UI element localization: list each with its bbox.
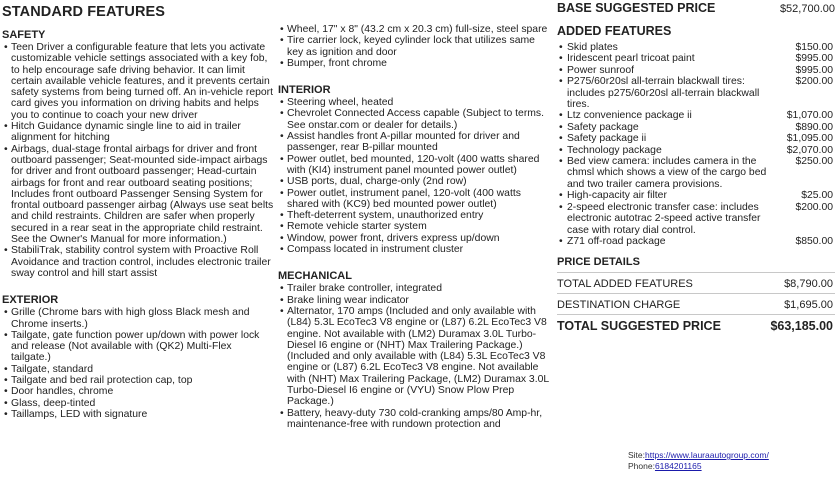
added-feature-price: $890.00	[795, 121, 833, 133]
exterior-feature-item: • Glass, deep-tinted	[2, 398, 274, 409]
base-price-value: $52,700.00	[779, 3, 835, 15]
added-feature-price: $995.00	[795, 53, 833, 65]
added-feature-item	[557, 190, 835, 201]
total-added-value: $8,790.00	[784, 278, 833, 291]
added-feature-price: $250.00	[795, 156, 833, 168]
added-feature-name: • Safety package ii	[557, 133, 782, 144]
total-added-label: TOTAL ADDED FEATURES	[557, 278, 693, 291]
added-feature-price: $200.00	[795, 76, 833, 88]
interior-feature-item: • Compass located in instrument cluster	[278, 244, 550, 255]
safety-list	[2, 42, 274, 279]
added-feature-item	[557, 110, 835, 121]
site-link[interactable]: https://www.lauraautogroup.com/	[645, 450, 769, 460]
dealer-contact	[628, 450, 769, 472]
added-feature-item	[557, 42, 835, 53]
total-added-row	[557, 273, 835, 293]
interior-feature-item: • Assist handles front A-pillar mounted for driver and passenger, rear B-pillar mounted	[278, 131, 550, 154]
interior-heading: INTERIOR	[278, 84, 331, 97]
added-feature-item	[557, 145, 835, 156]
standard-features-title: STANDARD FEATURES	[2, 4, 166, 20]
interior-feature-item: • Theft-deterrent system, unauthorized entry	[278, 210, 550, 221]
exterior-feature-item: • Grille (Chrome bars with high gloss Black mesh and Chrome inserts.)	[2, 307, 274, 330]
interior-feature-item: • Remote vehicle starter system	[278, 221, 550, 232]
exterior-continued-list	[278, 24, 550, 69]
safety-heading: SAFETY	[2, 29, 46, 41]
site-label: Site:	[628, 450, 646, 460]
safety-feature-item: • Hitch Guidance dynamic single line to aid in trailer alignment for hitching	[2, 121, 274, 144]
added-feature-name: • Technology package	[557, 145, 782, 156]
interior-feature-item: • Window, power front, drivers express up/down	[278, 233, 550, 244]
interior-list	[278, 97, 550, 255]
total-price-row	[557, 315, 835, 333]
added-feature-name: • Z71 off-road package	[557, 236, 782, 247]
mechanical-list	[278, 283, 550, 430]
safety-feature-item: • Airbags, dual-stage frontal airbags for driver and front outboard passenger; Seat-mounted side-impact airbags for driver and front outboard passenger; Head-curtain airbags for front and rear outboard seating positions; Includes front outboard Passenger Sensing System for frontal outboard passenger airbag (Always use seat belts and child restraints. Children are safer when properly secured in a rear seat in the appropriate child restraint. See the Owner's Manual for more information.)	[2, 144, 274, 246]
added-feature-item	[557, 133, 835, 144]
exterior-list	[2, 307, 274, 420]
added-feature-price: $1,095.00	[786, 133, 833, 145]
exterior-feature-item: • Tire carrier lock, keyed cylinder lock that utilizes same key as ignition and door	[278, 35, 550, 58]
destination-value: $1,695.00	[784, 299, 833, 312]
interior-feature-item: • USB ports, dual, charge-only (2nd row)	[278, 176, 550, 187]
exterior-feature-item: • Bumper, front chrome	[278, 58, 550, 69]
interior-feature-item: • Power outlet, bed mounted, 120-volt (400 watts shared with (KI4) instrument panel mounted power outlet)	[278, 154, 550, 177]
added-feature-item	[557, 65, 835, 76]
added-feature-price: $2,070.00	[786, 144, 833, 156]
added-feature-price: $150.00	[795, 42, 833, 53]
mechanical-feature-item: • Brake lining wear indicator	[278, 295, 550, 306]
exterior-feature-item: • Door handles, chrome	[2, 386, 274, 397]
added-feature-item	[557, 122, 835, 133]
mechanical-heading: MECHANICAL	[278, 270, 352, 283]
added-feature-item	[557, 156, 835, 190]
exterior-feature-item: • Wheel, 17" x 8" (43.2 cm x 20.3 cm) full-size, steel spare	[278, 24, 550, 35]
safety-feature-item: • Teen Driver a configurable feature that lets you activate customizable vehicle settings associated with a key fob, to help encourage safe driving behavior. It can limit certain available vehicle features, and it prevents certain safety systems from being turned off. An in-vehicle report card gives you information on driving habits and helps you to continue to coach your new driver	[2, 42, 274, 121]
mechanical-feature-item: • Trailer brake controller, integrated	[278, 283, 550, 294]
phone-label: Phone:	[628, 461, 655, 471]
safety-feature-item: • StabiliTrak, stability control system with Proactive Roll Avoidance and traction control, includes electronic trailer sway control and hill start assist	[2, 245, 274, 279]
added-feature-item	[557, 76, 835, 110]
exterior-feature-item: • Taillamps, LED with signature	[2, 409, 274, 420]
added-feature-price: $995.00	[795, 64, 833, 76]
destination-label: DESTINATION CHARGE	[557, 299, 681, 312]
mechanical-feature-item: • Battery, heavy-duty 730 cold-cranking amps/80 Amp-hr, maintenance-free with rundown protection and	[278, 408, 550, 431]
added-feature-item	[557, 236, 835, 247]
base-price-label: BASE SUGGESTED PRICE	[557, 1, 716, 15]
standard-features-column-1	[2, 0, 274, 420]
exterior-feature-item: • Tailgate, standard	[2, 364, 274, 375]
base-price-row	[557, 1, 835, 15]
added-feature-name: • Bed view camera: includes camera in the chmsl which shows a view of the cargo bed and two trailer camera provisions.	[557, 156, 782, 190]
added-feature-price: $1,070.00	[786, 110, 833, 122]
added-feature-name: • Iridescent pearl tricoat paint	[557, 53, 782, 64]
mechanical-feature-item: • Alternator, 170 amps (Included and only available with (L84) 5.3L EcoTec3 V8 engine or (L87) 6.2L EcoTec3 V8 engine. Not available with (LM2) Duramax 3.0L Turbo-Diesel I6 engine or (NHT) Max Trailering Package.) (Included and only available with (L84) 5.3L EcoTec3 V8 engine or (L87) 6.2L EcoTec3 V8 engine. Not available with (NHT) Max Trailering Package, (LM2) Duramax 3.0L Turbo-Diesel I6 engine or (VYU) Snow Plow Prep Package.)	[278, 306, 550, 408]
added-feature-item	[557, 202, 835, 236]
added-feature-name: • P275/60r20sl all-terrain blackwall tires: includes p275/60r20sl all-terrain blackwall tires.	[557, 76, 782, 110]
added-feature-price: $25.00	[801, 190, 833, 202]
added-feature-price: $200.00	[795, 201, 833, 213]
destination-row	[557, 294, 835, 314]
added-feature-name: • High-capacity air filter	[557, 190, 782, 201]
exterior-feature-item: • Tailgate and bed rail protection cap, top	[2, 375, 274, 386]
added-features-title: ADDED FEATURES	[557, 24, 672, 38]
price-details-title: PRICE DETAILS	[557, 256, 640, 269]
exterior-heading: EXTERIOR	[2, 294, 59, 307]
pricing-panel	[557, 0, 835, 333]
interior-feature-item: • Power outlet, instrument panel, 120-volt (400 watts shared with (KC9) bed mounted power outlet)	[278, 188, 550, 211]
added-feature-name: • Power sunroof	[557, 65, 782, 76]
added-feature-name: • Safety package	[557, 122, 782, 133]
added-feature-price: $850.00	[795, 235, 833, 247]
added-feature-name: • Ltz convenience package ii	[557, 110, 782, 121]
interior-feature-item: • Chevrolet Connected Access capable (Subject to terms. See onstar.com or dealer for details.)	[278, 108, 550, 131]
standard-features-column-2	[278, 24, 550, 430]
total-price-value: $63,185.00	[770, 319, 833, 334]
phone-link[interactable]: 6184201165	[654, 461, 702, 471]
interior-feature-item: • Steering wheel, heated	[278, 97, 550, 108]
added-feature-name: • 2-speed electronic transfer case: includes electronic autotrac 2-speed active transfer case with rotary dial control.	[557, 202, 782, 236]
added-feature-item	[557, 53, 835, 64]
added-features-list	[557, 42, 835, 247]
total-price-label: TOTAL SUGGESTED PRICE	[557, 319, 721, 334]
exterior-feature-item: • Tailgate, gate function power up/down with power lock and release (Not available with (QK2) Multi-Flex tailgate.)	[2, 330, 274, 364]
added-feature-name: • Skid plates	[557, 42, 782, 53]
